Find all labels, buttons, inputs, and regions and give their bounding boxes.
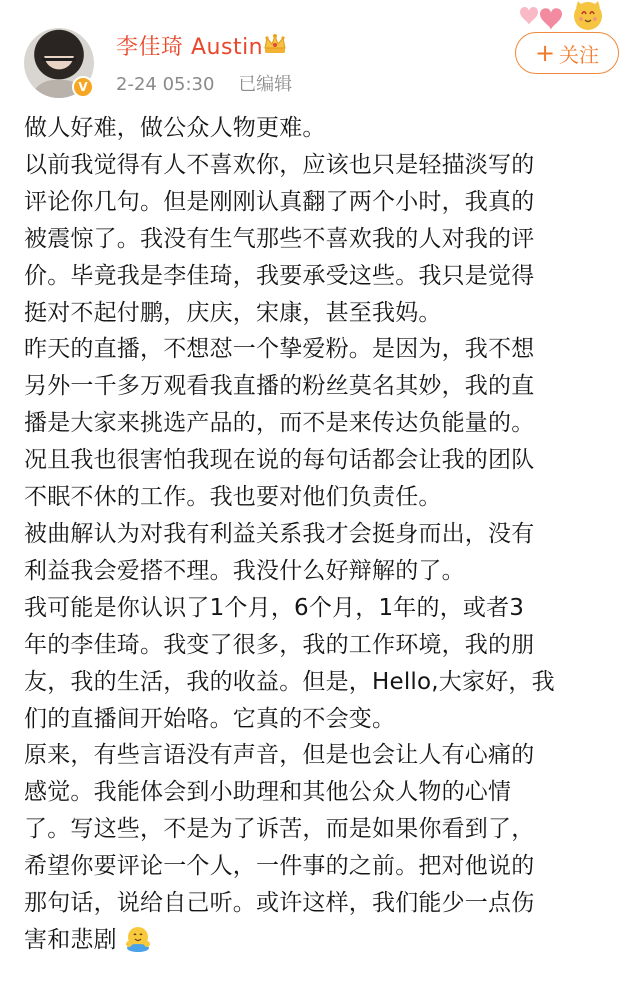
post-line: 那句话，说给自己听。或许这样，我们能少一点伤 bbox=[24, 890, 535, 917]
avatar-hair bbox=[38, 34, 80, 56]
post-meta bbox=[116, 70, 310, 96]
post-header bbox=[0, 0, 640, 108]
username[interactable]: 李佳琦 Austin bbox=[116, 35, 264, 60]
post-line: 播是大家来挑选产品的，而不是来传达负能量的。 bbox=[24, 410, 535, 437]
post-line: 价。毕竟我是李佳琦，我要承受这些。我只是觉得 bbox=[24, 262, 535, 289]
post-line: 做人好难，做公众人物更难。 bbox=[24, 115, 326, 141]
edited-label[interactable]: 已编辑 bbox=[238, 74, 293, 95]
post-body bbox=[24, 110, 624, 959]
post-line: 况且我也很害怕我现在说的每句话都会让我的团队 bbox=[24, 447, 535, 474]
post-line-text: 害和悲剧 bbox=[24, 926, 117, 953]
post-line: 挺对不起付鹏，庆庆，宋康，甚至我妈。 bbox=[24, 299, 442, 326]
post-line: 我可能是你认识了1个月，6个月，1年的，或者3 bbox=[24, 594, 525, 621]
verified-badge-icon: V bbox=[72, 76, 94, 98]
crown-icon bbox=[262, 33, 288, 55]
post-line: 希望你要评论一个人，一件事的之前。把对他说的 bbox=[24, 853, 535, 880]
plus-icon: + bbox=[534, 39, 556, 67]
post-line: 原来，有些言语没有声音，但是也会让人有心痛的 bbox=[24, 742, 535, 769]
hug-emoji-icon bbox=[125, 926, 151, 952]
post-line: 年的李佳琦。我变了很多，我的工作环境，我的朋 bbox=[24, 631, 535, 658]
post-line: 另外一千多万观看我直播的粉丝莫名其妙，我的直 bbox=[24, 373, 535, 400]
post-line: 了。写这些，不是为了诉苦，而是如果你看到了， bbox=[24, 816, 535, 843]
post-line: 昨天的直播，不想怼一个挚爱粉。是因为，我不想 bbox=[24, 336, 535, 363]
post-last-line bbox=[24, 922, 624, 959]
post-timestamp[interactable]: 2-24 05:30 bbox=[116, 74, 215, 95]
follow-label: 关注 bbox=[559, 42, 600, 67]
post-line: 感觉。我能体会到小助理和其他公众人物的心情 bbox=[24, 779, 512, 806]
post-line: 被震惊了。我没有生气那些不喜欢我的人对我的评 bbox=[24, 225, 535, 252]
heart-cat-sticker-icon bbox=[510, 0, 640, 32]
post-line: 友，我的生活，我的收益。但是，Hello,大家好，我 bbox=[24, 668, 555, 695]
avatar-glasses bbox=[42, 58, 76, 66]
post-line: 以前我觉得有人不喜欢你，应该也只是轻描淡写的 bbox=[24, 151, 535, 178]
post-line: 利益我会爱搭不理。我没什么好辩解的了。 bbox=[24, 557, 465, 584]
post-line: 被曲解认为对我有利益关系我才会挺身而出，没有 bbox=[24, 520, 535, 547]
post-line: 们的直播间开始咯。它真的不会变。 bbox=[24, 705, 396, 732]
follow-button[interactable] bbox=[515, 32, 619, 74]
post-line: 评论你几句。但是刚刚认真翻了两个小时，我真的 bbox=[24, 188, 535, 215]
post-line: 不眠不休的工作。我也要对他们负责任。 bbox=[24, 484, 442, 511]
